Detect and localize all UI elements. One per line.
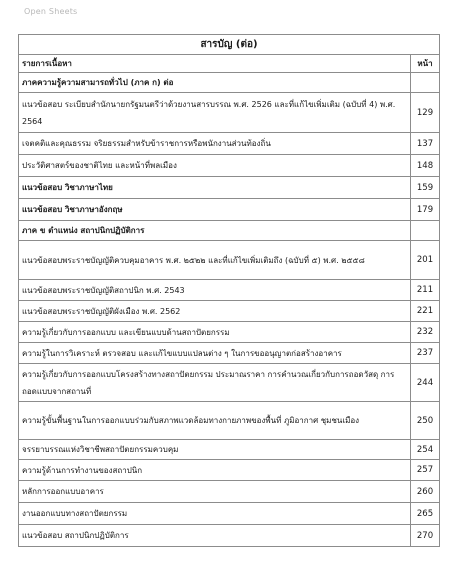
toc-section-title: แนวข้อสอบ วิชาภาษาอังกฤษ: [19, 199, 411, 221]
toc-entry-title: ความรู้ในการวิเคราะห์ ตรวจสอบ และแก้ไขแบบแปลนต่าง ๆ ในการขออนุญาตก่อสร้างอาคาร: [19, 343, 411, 364]
toc-page-number: 221: [411, 301, 440, 322]
toc-page-number: 254: [411, 440, 440, 460]
toc-page-number: 129: [411, 93, 440, 133]
toc-entry-title: จรรยาบรรณแห่งวิชาชีพสถาปัตยกรรมควบคุม: [19, 440, 411, 460]
toc-entry-row: [19, 364, 440, 402]
toc-page-number: 148: [411, 155, 440, 177]
toc-entry-title: งานออกแบบทางสถาปัตยกรรม: [19, 503, 411, 525]
toc-section-title: ภาค ข ตำแหน่ง สถาปนิกปฏิบัติการ: [19, 221, 411, 241]
toc-page-number: 237: [411, 343, 440, 364]
toc-entry-row: [19, 301, 440, 322]
toc-entry-title: หลักการออกแบบอาคาร: [19, 481, 411, 503]
toc-section-row: [19, 221, 440, 241]
toc-page-number: 201: [411, 241, 440, 280]
toc-entry-title: แนวข้อสอบพระราชบัญญัติผังเมือง พ.ศ. 2562: [19, 301, 411, 322]
toc-entry-row: [19, 322, 440, 343]
toc-entry-row: [19, 481, 440, 503]
toc-entry-row: [19, 133, 440, 155]
toc-page-number: 270: [411, 525, 440, 547]
toc-section-title: ภาคความรู้ความสามารถทั่วไป (ภาค ก) ต่อ: [19, 73, 411, 93]
toc-entry-title: แนวข้อสอบ สถาปนิกปฏิบัติการ: [19, 525, 411, 547]
toc-section-row: [19, 177, 440, 199]
toc-entry-title: ประวัติศาสตร์ของชาติไทย และหน้าที่พลเมือง: [19, 155, 411, 177]
toc-entry-row: [19, 93, 440, 133]
toc-entry-row: [19, 343, 440, 364]
toc-entry-title: ความรู้เกี่ยวกับการออกแบบ และเขียนแบบด้านสถาปัตยกรรม: [19, 322, 411, 343]
toc-entry-row: [19, 402, 440, 440]
toc-section-row: [19, 73, 440, 93]
toc-page-number: 257: [411, 460, 440, 481]
toc-entry-title: ความรู้เกี่ยวกับการออกแบบโครงสร้างทางสถาปัตยกรรม ประมาณราคา การคำนวณเกี่ยวกับการถอดวัสดุ การถอดแบบจากสถานที่: [19, 364, 411, 402]
column-header-page: หน้า: [411, 55, 440, 73]
toc-page-number: 244: [411, 364, 440, 402]
toc-table: [18, 34, 440, 547]
toc-entry-title: แนวข้อสอบ ระเบียบสำนักนายกรัฐมนตรีว่าด้วยงานสารบรรณ พ.ศ. 2526 และที่แก้ไขเพิ่มเติม (ฉบับที่ 4) พ.ศ. 2564: [19, 93, 411, 133]
toc-title-row: [19, 35, 440, 55]
toc-header-row: [19, 55, 440, 73]
column-header-content: รายการเนื้อหา: [19, 55, 411, 73]
header-label: Open Sheets: [24, 7, 78, 16]
toc-page-number: 232: [411, 322, 440, 343]
toc-page-number: 137: [411, 133, 440, 155]
toc-entry-title: เจตคติและคุณธรรม จริยธรรมสำหรับข้าราชการหรือพนักงานส่วนท้องถิ่น: [19, 133, 411, 155]
toc-entry-row: [19, 525, 440, 547]
toc-entry-title: แนวข้อสอบพระราชบัญญัติควบคุมอาคาร พ.ศ. ๒๕๒๒ และที่แก้ไขเพิ่มเติมถึง (ฉบับที่ ๕) พ.ศ. ๒๕๕๘: [19, 241, 411, 280]
toc-page-number: 250: [411, 402, 440, 440]
toc-page-number: 260: [411, 481, 440, 503]
toc-entry-row: [19, 503, 440, 525]
toc-entry-title: แนวข้อสอบพระราชบัญญัติสถาปนิก พ.ศ. 2543: [19, 280, 411, 301]
toc-page-number: 211: [411, 280, 440, 301]
toc-page-number: [411, 221, 440, 241]
toc-entry-row: [19, 241, 440, 280]
toc-page-number: [411, 73, 440, 93]
toc-section-title: แนวข้อสอบ วิชาภาษาไทย: [19, 177, 411, 199]
toc-entry-title: ความรู้ขั้นพื้นฐานในการออกแบบร่วมกับสภาพแวดล้อมทางกายภาพของพื้นที่ ภูมิอากาศ ชุมชนเมือง: [19, 402, 411, 440]
toc-section-row: [19, 199, 440, 221]
toc-page-number: 265: [411, 503, 440, 525]
toc-entry-title: ความรู้ด้านการทำงานของสถาปนิก: [19, 460, 411, 481]
toc-entry-row: [19, 155, 440, 177]
toc-entry-row: [19, 280, 440, 301]
toc-title: สารบัญ (ต่อ): [19, 35, 440, 55]
toc-entry-row: [19, 440, 440, 460]
toc-page-number: 179: [411, 199, 440, 221]
toc-entry-row: [19, 460, 440, 481]
toc-page-number: 159: [411, 177, 440, 199]
